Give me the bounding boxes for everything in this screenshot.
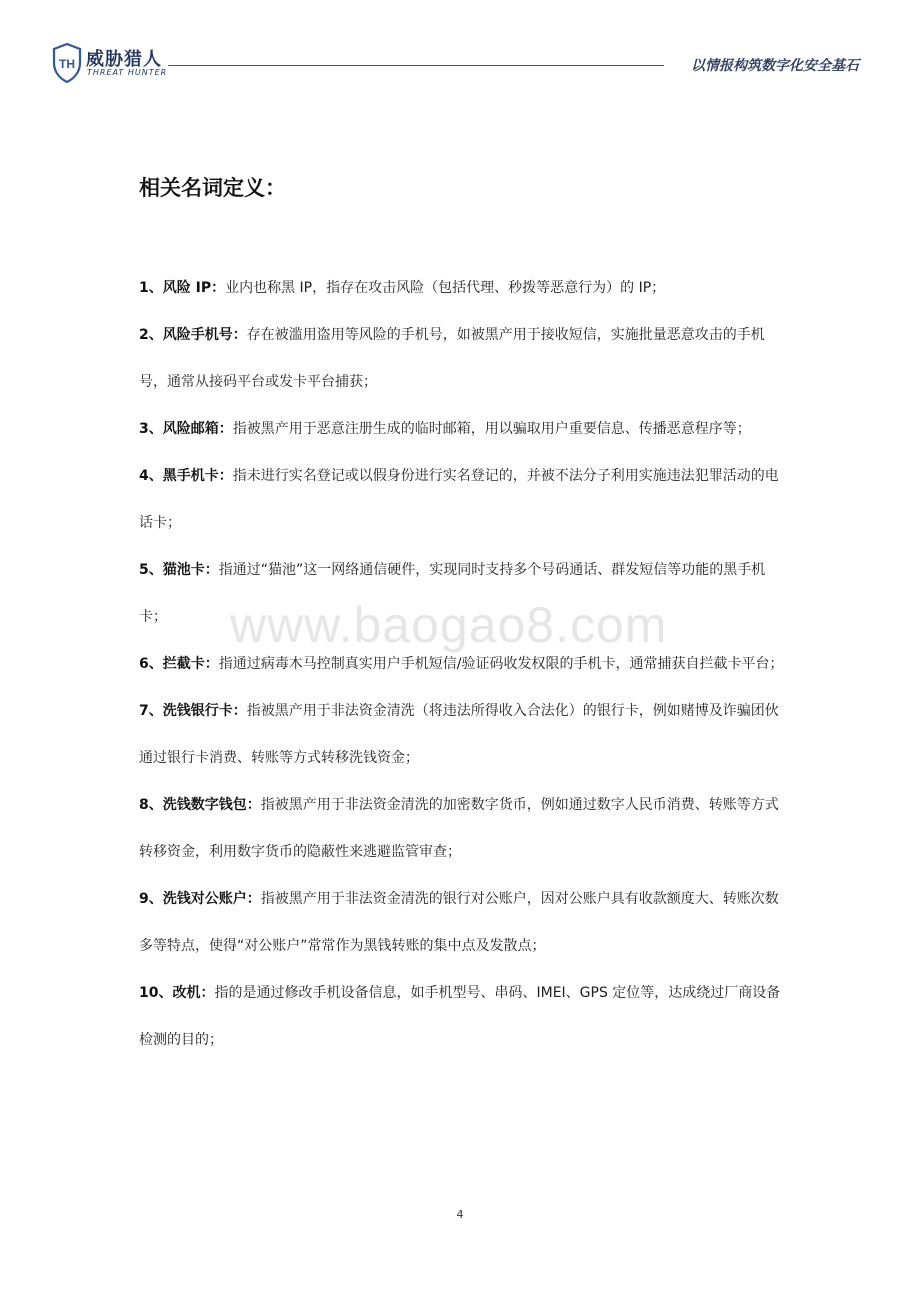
header-divider [168,65,664,66]
header-slogan: 以情报构筑数字化安全基石 [691,58,859,74]
definition-number: 6、 [139,656,163,672]
definition-number: 3、 [139,421,163,437]
definition-term: 洗钱对公账户： [162,891,261,907]
definition-item [139,782,784,876]
definition-text: 指通过“猫池”这一网络通信硬件，实现同时支持多个号码通话、群发短信等功能的黑手机卡； [139,562,766,625]
definition-item [139,641,784,688]
definition-term: 黑手机卡： [162,468,233,484]
threat-hunter-logo [52,43,202,89]
watermark: www.baogao8.com [230,597,668,653]
definition-item [139,876,784,970]
brand-name-en: THREAT HUNTER [87,68,168,77]
definition-number: 7、 [139,703,163,719]
definition-item [139,312,784,406]
shield-icon [52,43,82,83]
definition-number: 4、 [139,468,163,484]
definition-number: 10、 [139,985,173,1001]
definition-number: 5、 [139,562,163,578]
definition-text: 业内也称黑 IP，指存在攻击风险（包括代理、秒拨等恶意行为）的 IP； [225,280,666,296]
definition-number: 8、 [139,797,163,813]
brand-name-cn: 威胁猎人 [86,49,162,70]
definition-item [139,453,784,547]
definition-text: 指被黑产用于非法资金清洗的加密数字货币，例如通过数字人民币消费、转账等方式转移资金，利用数字货币的隐蔽性来逃避监管审查； [139,797,779,860]
definition-text: 指被黑产用于非法资金清洗（将违法所得收入合法化）的银行卡，例如赌博及诈骗团伙通过银行卡消费、转账等方式转移洗钱资金； [139,703,779,766]
definition-item [139,688,784,782]
definition-item [139,970,784,1064]
definition-number: 9、 [139,891,163,907]
definition-term: 拦截卡： [162,656,219,672]
definition-term: 洗钱银行卡： [162,703,247,719]
definition-term: 改机： [172,985,215,1001]
definition-text: 指通过病毒木马控制真实用户手机短信/验证码收发权限的手机卡，通常捕获自拦截卡平台； [218,656,784,672]
definition-term: 猫池卡： [162,562,219,578]
section-title: 相关名词定义： [139,176,286,200]
definition-item [139,265,784,312]
definition-term: 风险邮箱： [162,421,233,437]
definitions-list [139,265,784,1064]
page-number: 4 [456,1208,464,1221]
definition-text: 指未进行实名登记或以假身份进行实名登记的，并被不法分子利用实施违法犯罪活动的电话卡； [139,468,779,531]
definition-item [139,547,784,641]
page-header [0,0,920,100]
logo-letters: TH [59,57,75,71]
definition-text: 指的是通过修改手机设备信息，如手机型号、串码、IMEI、GPS 定位等，达成绕过厂商设备检测的目的； [139,985,781,1048]
definition-text: 存在被滥用盗用等风险的手机号，如被黑产用于接收短信，实施批量恶意攻击的手机号，通常从接码平台或发卡平台捕获； [139,327,765,390]
definition-term: 洗钱数字钱包： [162,797,261,813]
definition-text: 指被黑产用于非法资金清洗的银行对公账户，因对公账户具有收款额度大、转账次数多等特点，使得“对公账户”常常作为黑钱转账的集中点及发散点； [139,891,779,954]
definition-number: 2、 [139,327,163,343]
definition-item [139,406,784,453]
definition-text: 指被黑产用于恶意注册生成的临时邮箱，用以骗取用户重要信息、传播恶意程序等； [232,421,751,437]
definition-number: 1、 [139,280,163,296]
definition-term: 风险手机号： [162,327,247,343]
definition-term: 风险 IP： [162,280,226,296]
